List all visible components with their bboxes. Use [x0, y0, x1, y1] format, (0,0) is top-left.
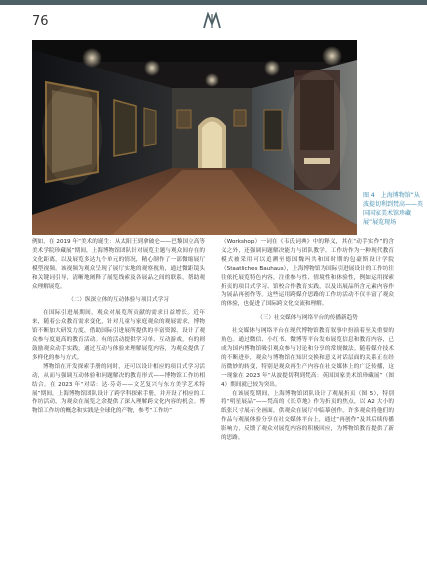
exhibition-photo — [32, 40, 357, 235]
left-text-column — [32, 238, 205, 416]
section-heading: （三）社交媒体与网络平台的传播新趋势 — [257, 315, 358, 322]
paragraph: 在国际引进展期间，观众对展览所贡献的需求日益增长。近年来，随着公众教育需求变化，针对儿童与家庭观众的观展需求，博物馆不断加大研发力度，借助国际引进展所提供的丰富资源，设计了观众参与度更高的教育活动。有的活动提供学习单、互动游戏，有的则鼓励观众动手实践，通过互动与体验来理解展览内容，为观众提供了多样化的参与方式。 — [32, 310, 205, 361]
paragraph: 在该展览期间，上海博物馆团队设计了观展折页（图 5），特别将“明星展品”——梵高的《长草地》作为折页的焦点，以 A2 大小的纸张尺寸展示全画面，供观众在展厅中临摹创作。许多观众将他们的作品与观展体验分享在社交媒体平台上，通过“再创作”及其后续传播影响力，反馈了观众对展览内容的积极回应，为博物馆教育提供了新的思路。 — [221, 390, 394, 442]
paragraph: 例如，在 2019 年“美术的诞生：从太阳王到拿破仑——巴黎国立高等美术学院珍藏展”期间，上海博物馆团队针对展览主题与观众间存在的文化距离，以及展览多达九个单元的情况，精心制作了一部微缩展厅模型视频。该视频为观众呈现了展厅实地的观察视角，通过微距镜头和关键词引导，清晰地阐释了展览线索及各展品之间的联系，帮助观众理解展览。 — [32, 239, 205, 290]
museum-logo — [201, 12, 223, 30]
figure-caption: 图 4 上海博物馆“从波提切利到梵高——英国国家美术馆珍藏展”展览现场 — [363, 192, 424, 226]
paragraph: 社交媒体与网络平台在现代博物馆教育叙事中扮演着至关重要的角色。通过微信、小红书、微博等平台发布展览信息和教育内容，已成为国内博物馆吸引观众参与讨论和分享的常规做法。随着媒介技术的不断进步，观众与博物馆在知识交换和意义对话层面的关系正在经历微妙的转变，特别是观众再生产内容在社交媒体上的广泛传播，这一现象在 2023 年“从波提切利到梵高：英国国家美术馆珍藏展”（图 4）期间就已较为突出。 — [221, 328, 394, 388]
paragraph: （Workshop）一词在《韦氏词典》中的释义，其在“动手实作”的含义之外，还强调问题解决能力与团队教学。工作坊作为一种现代教育模式被采用可以追溯至德国魏玛共和国时期的包豪斯设计学院（Staatliches Bauhaus），上海博物馆为国际引进展设计的工作坊往往依托展览特色内容，注重参与性、情境性和体验性，例如运用探索折页的项目式学习、馆校合作教育实践，以及出展品所含元素内容作为展品再创作等。这些运用跨媒介思路的工作坊活动不仅丰富了观众的体验，也促进了国际跨文化交流和理解。 — [221, 239, 394, 308]
paragraph: 博物馆在开发探索手册的同时，还可以设计相应的项目式学习活动，从而与强调互动体验和问题解决的教育形式——博物馆工作坊相结合。在 2023 年“对话：达·芬奇——文艺复兴与东方美学艺术特展”期间，上海博物馆团队设计了跨学科探索手册，并开设了相应的工作坊活动，为观众在展览之余提供了深入理解跨文化内容的机会。博物馆工作坊的概念和实践是全球化的产物，参考“工作坊” — [32, 363, 205, 415]
top-color-bar — [0, 0, 427, 5]
right-text-column — [221, 238, 394, 443]
page-number: 76 — [32, 14, 49, 29]
section-heading: （二）纵深立体的互动体验与项目式学习 — [68, 297, 169, 304]
